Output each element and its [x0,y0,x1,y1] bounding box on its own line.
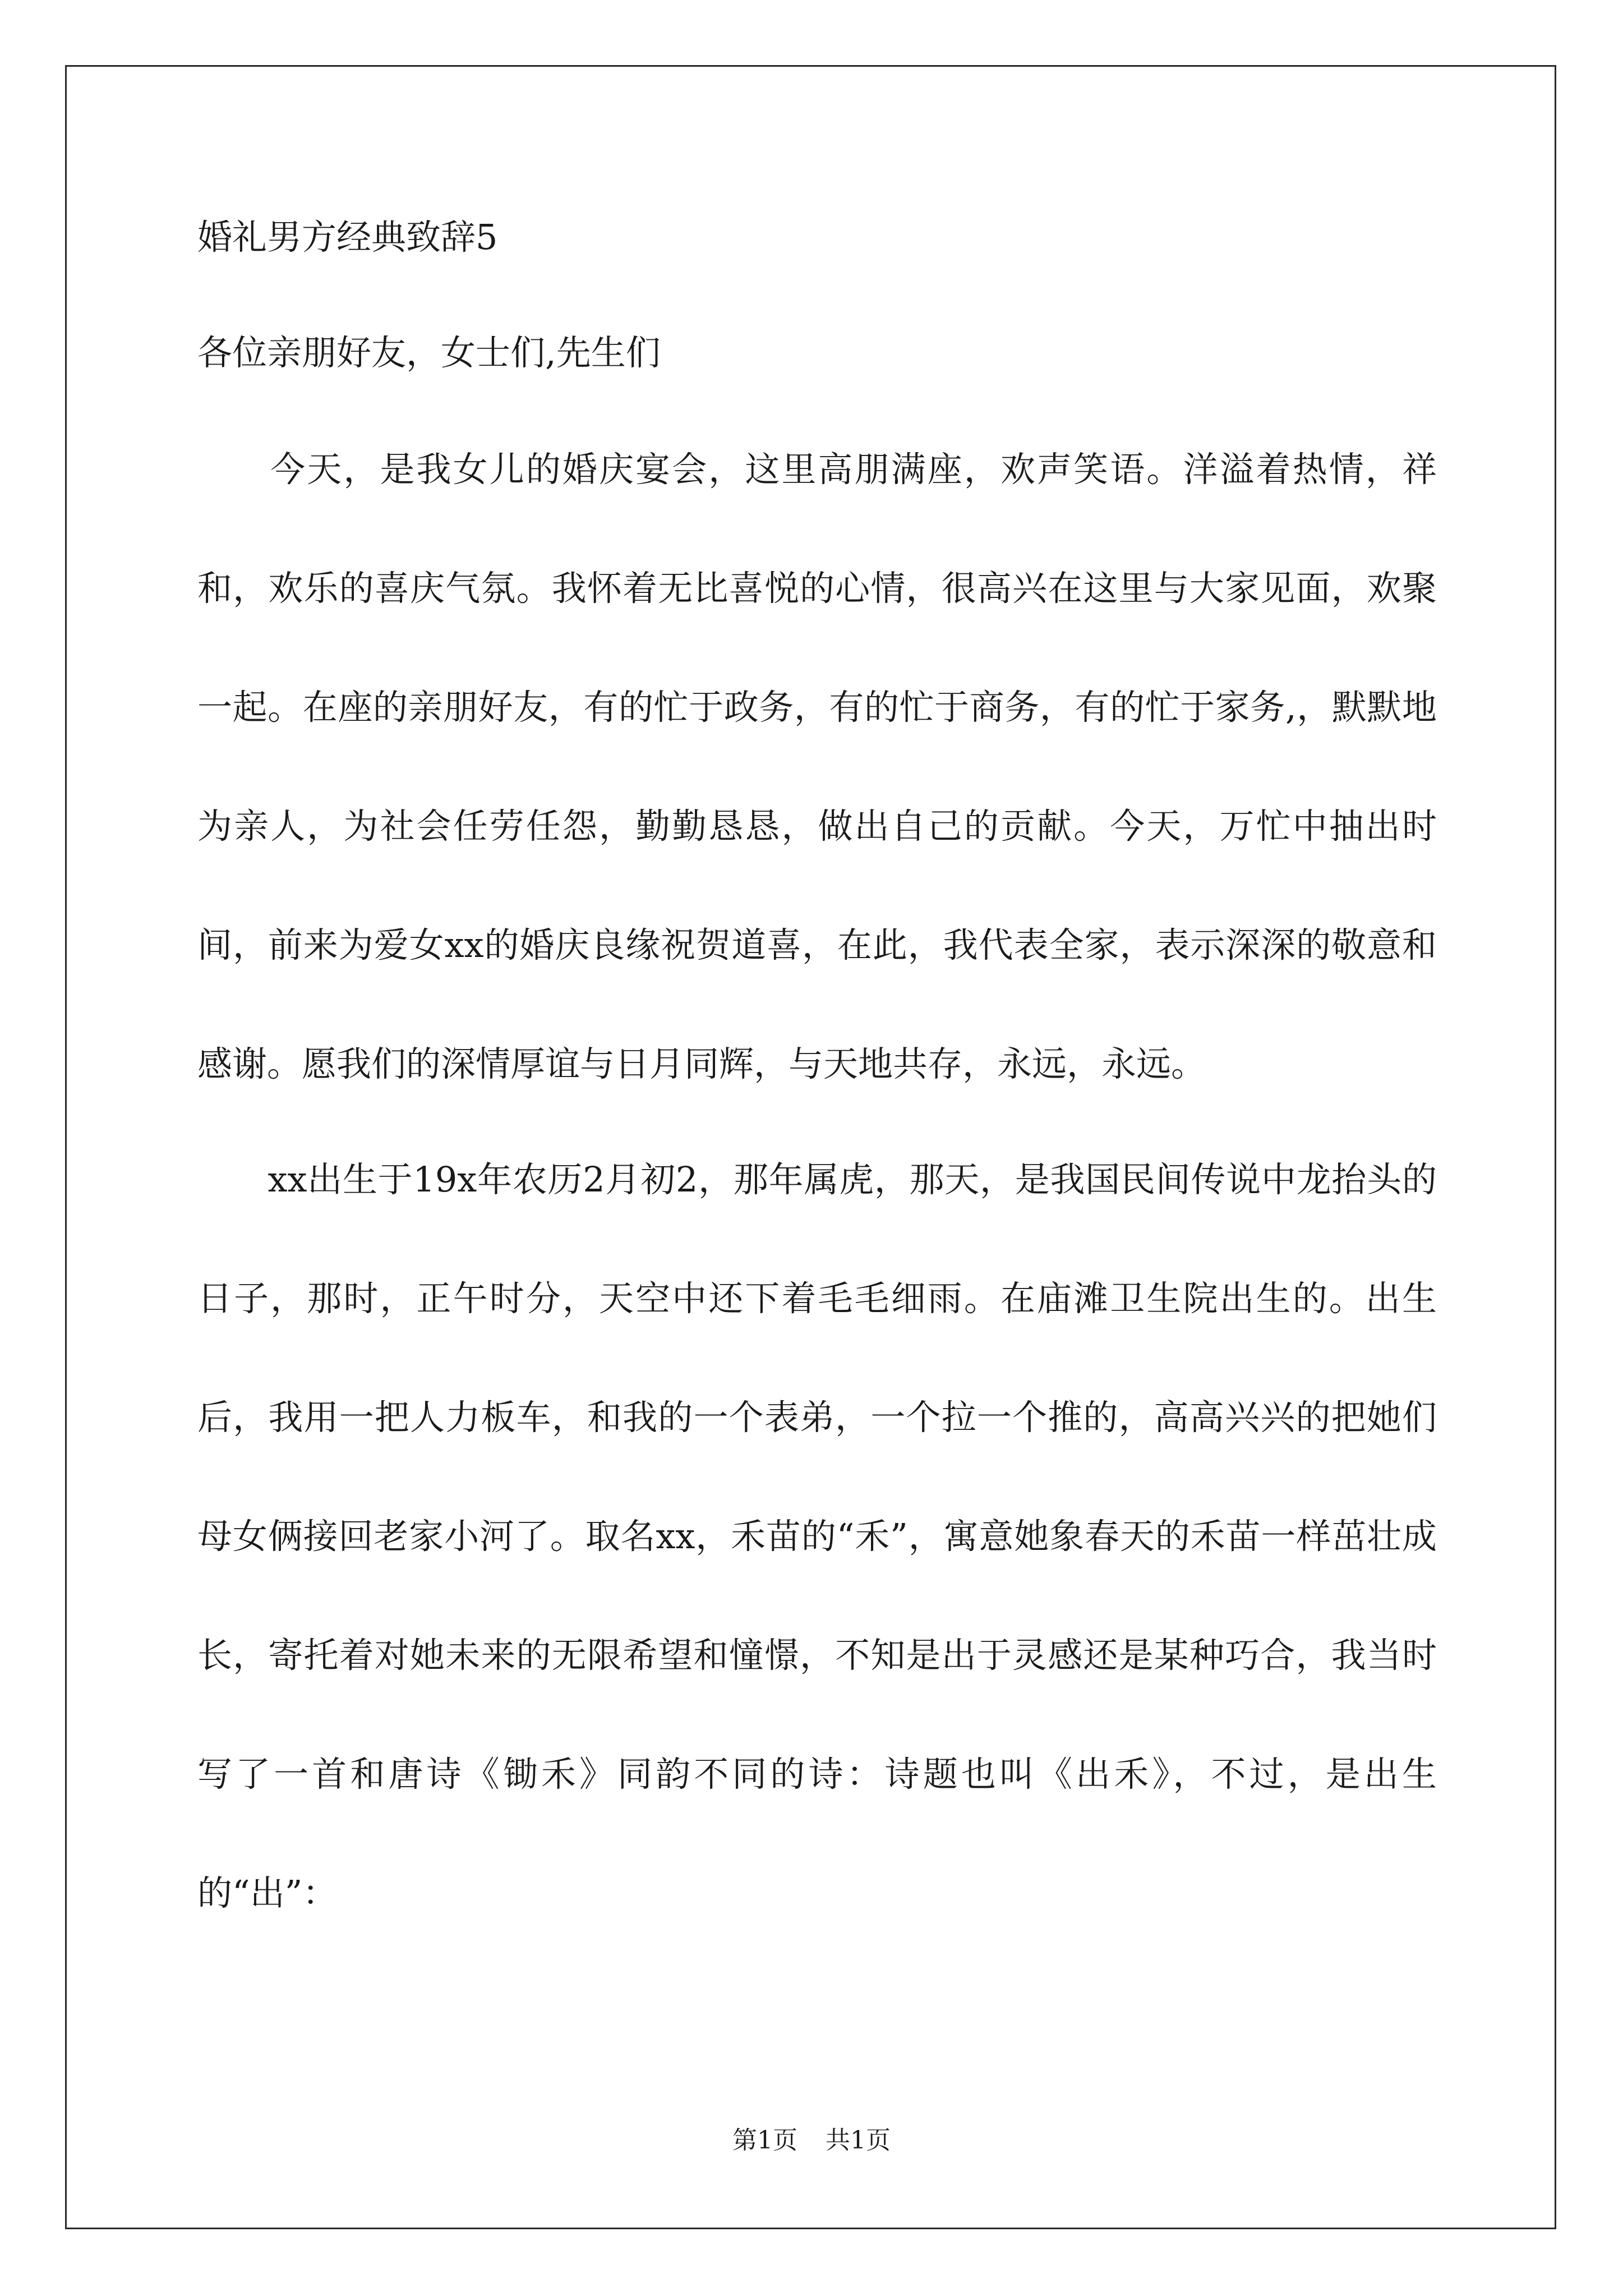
paragraph-2: xx出生于19x年农历2月初2，那年属虎，那天，是我国民间传说中龙抬头的日子，那时，正午时分，天空中还下着毛毛细雨。在庙滩卫生院出生的。出生后，我用一把人力板车，和我的一个表弟，一个拉一个推的，高高兴兴的把她们母女俩接回老家小河了。取名xx，禾苗的“禾”，寓意她象春天的禾苗一样茁壮成长，寄托着对她未来的无限希望和憧憬，不知是出于灵感还是某种巧合，我当时写了一首和唐诗《锄禾》同韵不同的诗：诗题也叫《出禾》，不过，是出生的“出”： [197,1159,1437,1913]
document-title: 婚礼男方经典致辞5 [197,217,498,257]
document-body [197,210,1437,1953]
salutation: 各位亲朋好友，女士们,先生们 [197,332,661,373]
paragraph-1: 今天，是我女儿的婚庆宴会，这里高朋满座，欢声笑语。洋溢着热情，祥和，欢乐的喜庆气氛。我怀着无比喜悦的心情，很高兴在这里与大家见面，欢聚一起。在座的亲朋好友，有的忙于政务，有的忙于商务，有的忙于家务,，默默地为亲人，为社会任劳任怨，勤勤恳恳，做出自己的贡献。今天，万忙中抽出时间，前来为爱女xx的婚庆良缘祝贺道喜，在此，我代表全家，表示深深的敬意和感谢。愿我们的深情厚谊与日月同辉，与天地共存，永远，永远。 [197,449,1437,1084]
page-total: 共1页 [826,2126,891,2155]
page-footer [0,2124,1623,2157]
page-number: 第1页 [732,2126,797,2155]
